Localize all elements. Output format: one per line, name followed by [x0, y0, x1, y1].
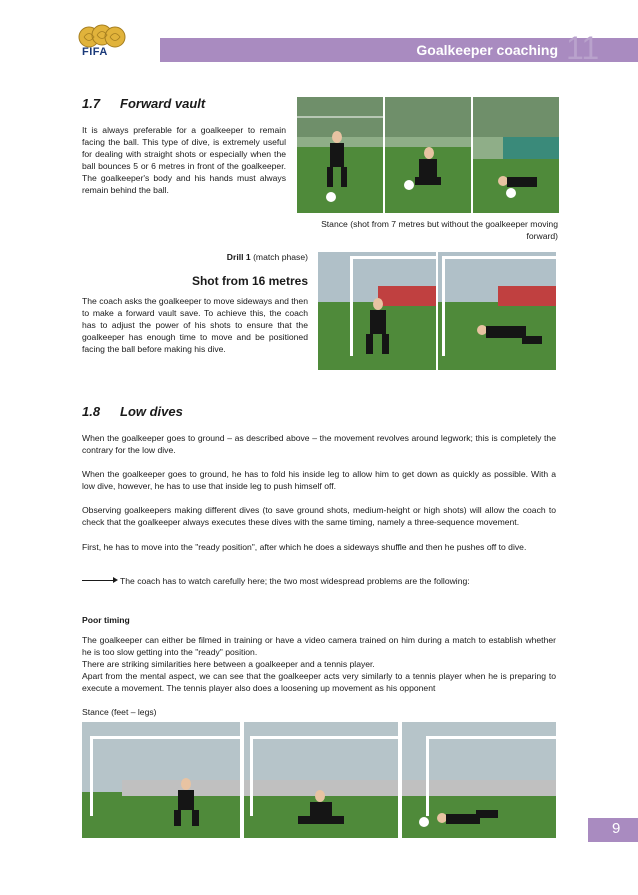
subheading: Poor timing	[82, 615, 130, 625]
drill-title: Shot from 16 metres	[191, 274, 308, 288]
drill-label	[82, 252, 308, 262]
section-number: 1.7	[82, 96, 101, 111]
drill-phase: (match phase)	[253, 252, 308, 262]
paragraph-6: There are striking similarities here between a goalkeeper and a tennis player.	[82, 659, 375, 669]
section-title: Low dives	[120, 404, 183, 419]
page-header-title: Goalkeeper coaching	[416, 42, 558, 58]
photo-stance-3	[473, 97, 559, 213]
photo-stance-1	[297, 97, 383, 213]
arrow-note: The coach has to watch carefully here; the two most widespread problems are the following:	[120, 576, 470, 586]
photo-low-dive-3	[402, 722, 556, 838]
drill-paragraph: The coach asks the goalkeeper to move sideways and then to make a forward vault save. To achieve this, the coach has to adjust the power of his shots to ensure that the goalkeeper has enough time to move and be positioned facing the ball before making his dive.	[82, 296, 308, 354]
photo-caption: Stance (feet – legs)	[82, 707, 157, 717]
paragraph-3: Observing goalkeepers making different dives (to save ground shots, medium-height or high shots) will allow the coach to check that the goalkeeper always executes these dives with the same timing, namely a three-sequence movement.	[82, 505, 556, 527]
chapter-number: 11	[566, 30, 600, 66]
photo-caption: Stance (shot from 7 metres but without the goalkeeper moving forward)	[321, 219, 558, 241]
photo-stance-2	[385, 97, 471, 213]
photo-drill-1	[318, 252, 436, 370]
section-paragraph: It is always preferable for a goalkeeper to remain facing the ball. This type of dive, is extremely useful for dealing with straight shots or especially when the ball bounces 5 or 6 metres in front of the goalkeeper. The goalkeeper's body and his hands must always remain behind the ball.	[82, 125, 286, 195]
fifa-logo-text: FIFA	[82, 46, 108, 58]
paragraph-1: When the goalkeeper goes to ground – as described above – the movement revolves around legwork; this is completely the contrary for the low dive.	[82, 433, 556, 455]
arrow-icon	[82, 580, 116, 581]
photo-low-dive-1	[82, 722, 240, 838]
paragraph-4: First, he has to move into the "ready position", after which he does a sideways shuffle and then he pushes off to dive.	[82, 542, 527, 552]
drill-number: Drill 1	[226, 252, 251, 262]
section-title: Forward vault	[120, 96, 206, 111]
section-number: 1.8	[82, 404, 101, 419]
photo-drill-2	[438, 252, 556, 370]
page-number: 9	[612, 820, 621, 837]
photo-low-dive-2	[244, 722, 398, 838]
paragraph-5: The goalkeeper can either be filmed in training or have a video camera trained on him during a match to establish whether he is too slow getting into the "ready" position.	[82, 635, 556, 657]
paragraph-7: Apart from the mental aspect, we can see that the goalkeeper acts very similarly to a tennis player when he is preparing to execute a movement. The tennis player also does a loosening up movement as his opponent	[82, 671, 556, 693]
paragraph-2: When the goalkeeper goes to ground, he has to fold his inside leg to allow him to get down as quickly as possible. With a low dive, however, he has to use that inside leg to push himself off.	[82, 469, 556, 491]
